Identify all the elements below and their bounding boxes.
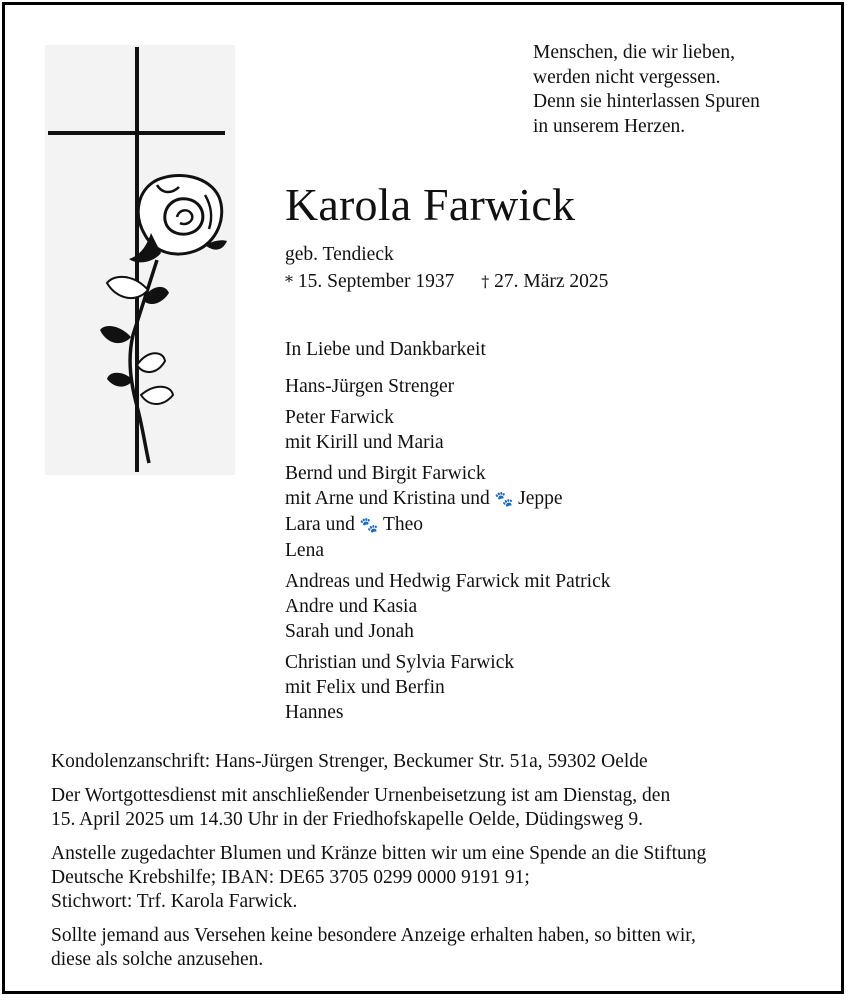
mourner-group — [285, 405, 610, 455]
quote-line: werden nicht vergessen. — [533, 66, 721, 88]
mourner-line: mit Felix und Berfin — [285, 677, 445, 698]
notice-details — [51, 750, 821, 982]
birth-date: 15. September 1937 — [297, 271, 455, 292]
mourner-line — [285, 512, 610, 538]
mourner-group — [285, 569, 610, 644]
closing-note — [51, 924, 821, 972]
mourner-line: mit Kirill und Maria — [285, 432, 444, 453]
donation-line: Stichwort: Trf. Karola Farwick. — [51, 891, 298, 912]
mourner-line: Andreas und Hedwig Farwick mit Patrick — [285, 571, 611, 592]
mourner-group — [285, 461, 610, 563]
paw-print-icon: 🐾 — [359, 516, 379, 534]
donation-line: Deutsche Krebshilfe; IBAN: DE65 3705 0299 0000 9191 91; — [51, 867, 530, 888]
mourner-text: Lara und — [285, 514, 355, 535]
mourner-line: Lena — [285, 540, 324, 561]
mourner-line: Hannes — [285, 702, 344, 723]
birth-name: geb. Tendieck — [285, 244, 394, 265]
quote-line: Menschen, die wir lieben, — [533, 42, 735, 63]
service-line: Der Wortgottesdienst mit anschließender Urnenbeisetzung ist am Dienstag, den — [51, 785, 671, 806]
donation-line: Anstelle zugedachter Blumen und Kränze bitten wir um eine Spende an die Stiftung — [51, 843, 707, 864]
mourner-line: Hans-Jürgen Strenger — [285, 376, 455, 397]
mourner-line: Peter Farwick — [285, 407, 394, 428]
service-info — [51, 784, 821, 832]
mourner-text: Jeppe — [518, 488, 563, 509]
cross-with-rose-icon — [45, 45, 235, 475]
mourners-intro: In Liebe und Dankbarkeit — [285, 339, 486, 360]
death-date: 27. März 2025 — [494, 271, 609, 292]
deceased-name: Karola Farwick — [285, 179, 576, 230]
paw-print-icon: 🐾 — [494, 490, 514, 508]
condolence-line: Kondolenzanschrift: Hans-Jürgen Strenger, Beckumer Str. 51a, 59302 Oelde — [51, 751, 648, 772]
mourner-line: Christian und Sylvia Farwick — [285, 652, 515, 673]
closing-line: diese als solche anzusehen. — [51, 949, 264, 970]
closing-line: Sollte jemand aus Versehen keine besondere Anzeige erhalten haben, so bitten wir, — [51, 925, 696, 946]
obituary-notice — [2, 2, 844, 994]
mourner-group — [285, 374, 610, 399]
mourner-text: Theo — [382, 514, 424, 535]
memorial-quote — [533, 41, 760, 139]
quote-line: Denn sie hinterlassen Spuren — [533, 91, 760, 112]
service-line: 15. April 2025 um 14.30 Uhr in der Friedhofskapelle Oelde, Düdingsweg 9. — [51, 809, 643, 830]
mourner-line: Bernd und Birgit Farwick — [285, 463, 486, 484]
birth-symbol: * — [285, 272, 293, 291]
mourner-line — [285, 486, 610, 512]
donation-info — [51, 842, 821, 914]
mourner-group — [285, 650, 610, 725]
condolence-address — [51, 750, 821, 774]
mourner-line: Andre und Kasia — [285, 596, 418, 617]
quote-line: in unserem Herzen. — [533, 115, 686, 137]
life-dates — [285, 270, 608, 294]
mourner-text: mit Arne und Kristina und — [285, 488, 490, 509]
death-symbol: † — [481, 272, 490, 291]
mourner-line: Sarah und Jonah — [285, 621, 414, 642]
mourners-list — [285, 337, 610, 731]
